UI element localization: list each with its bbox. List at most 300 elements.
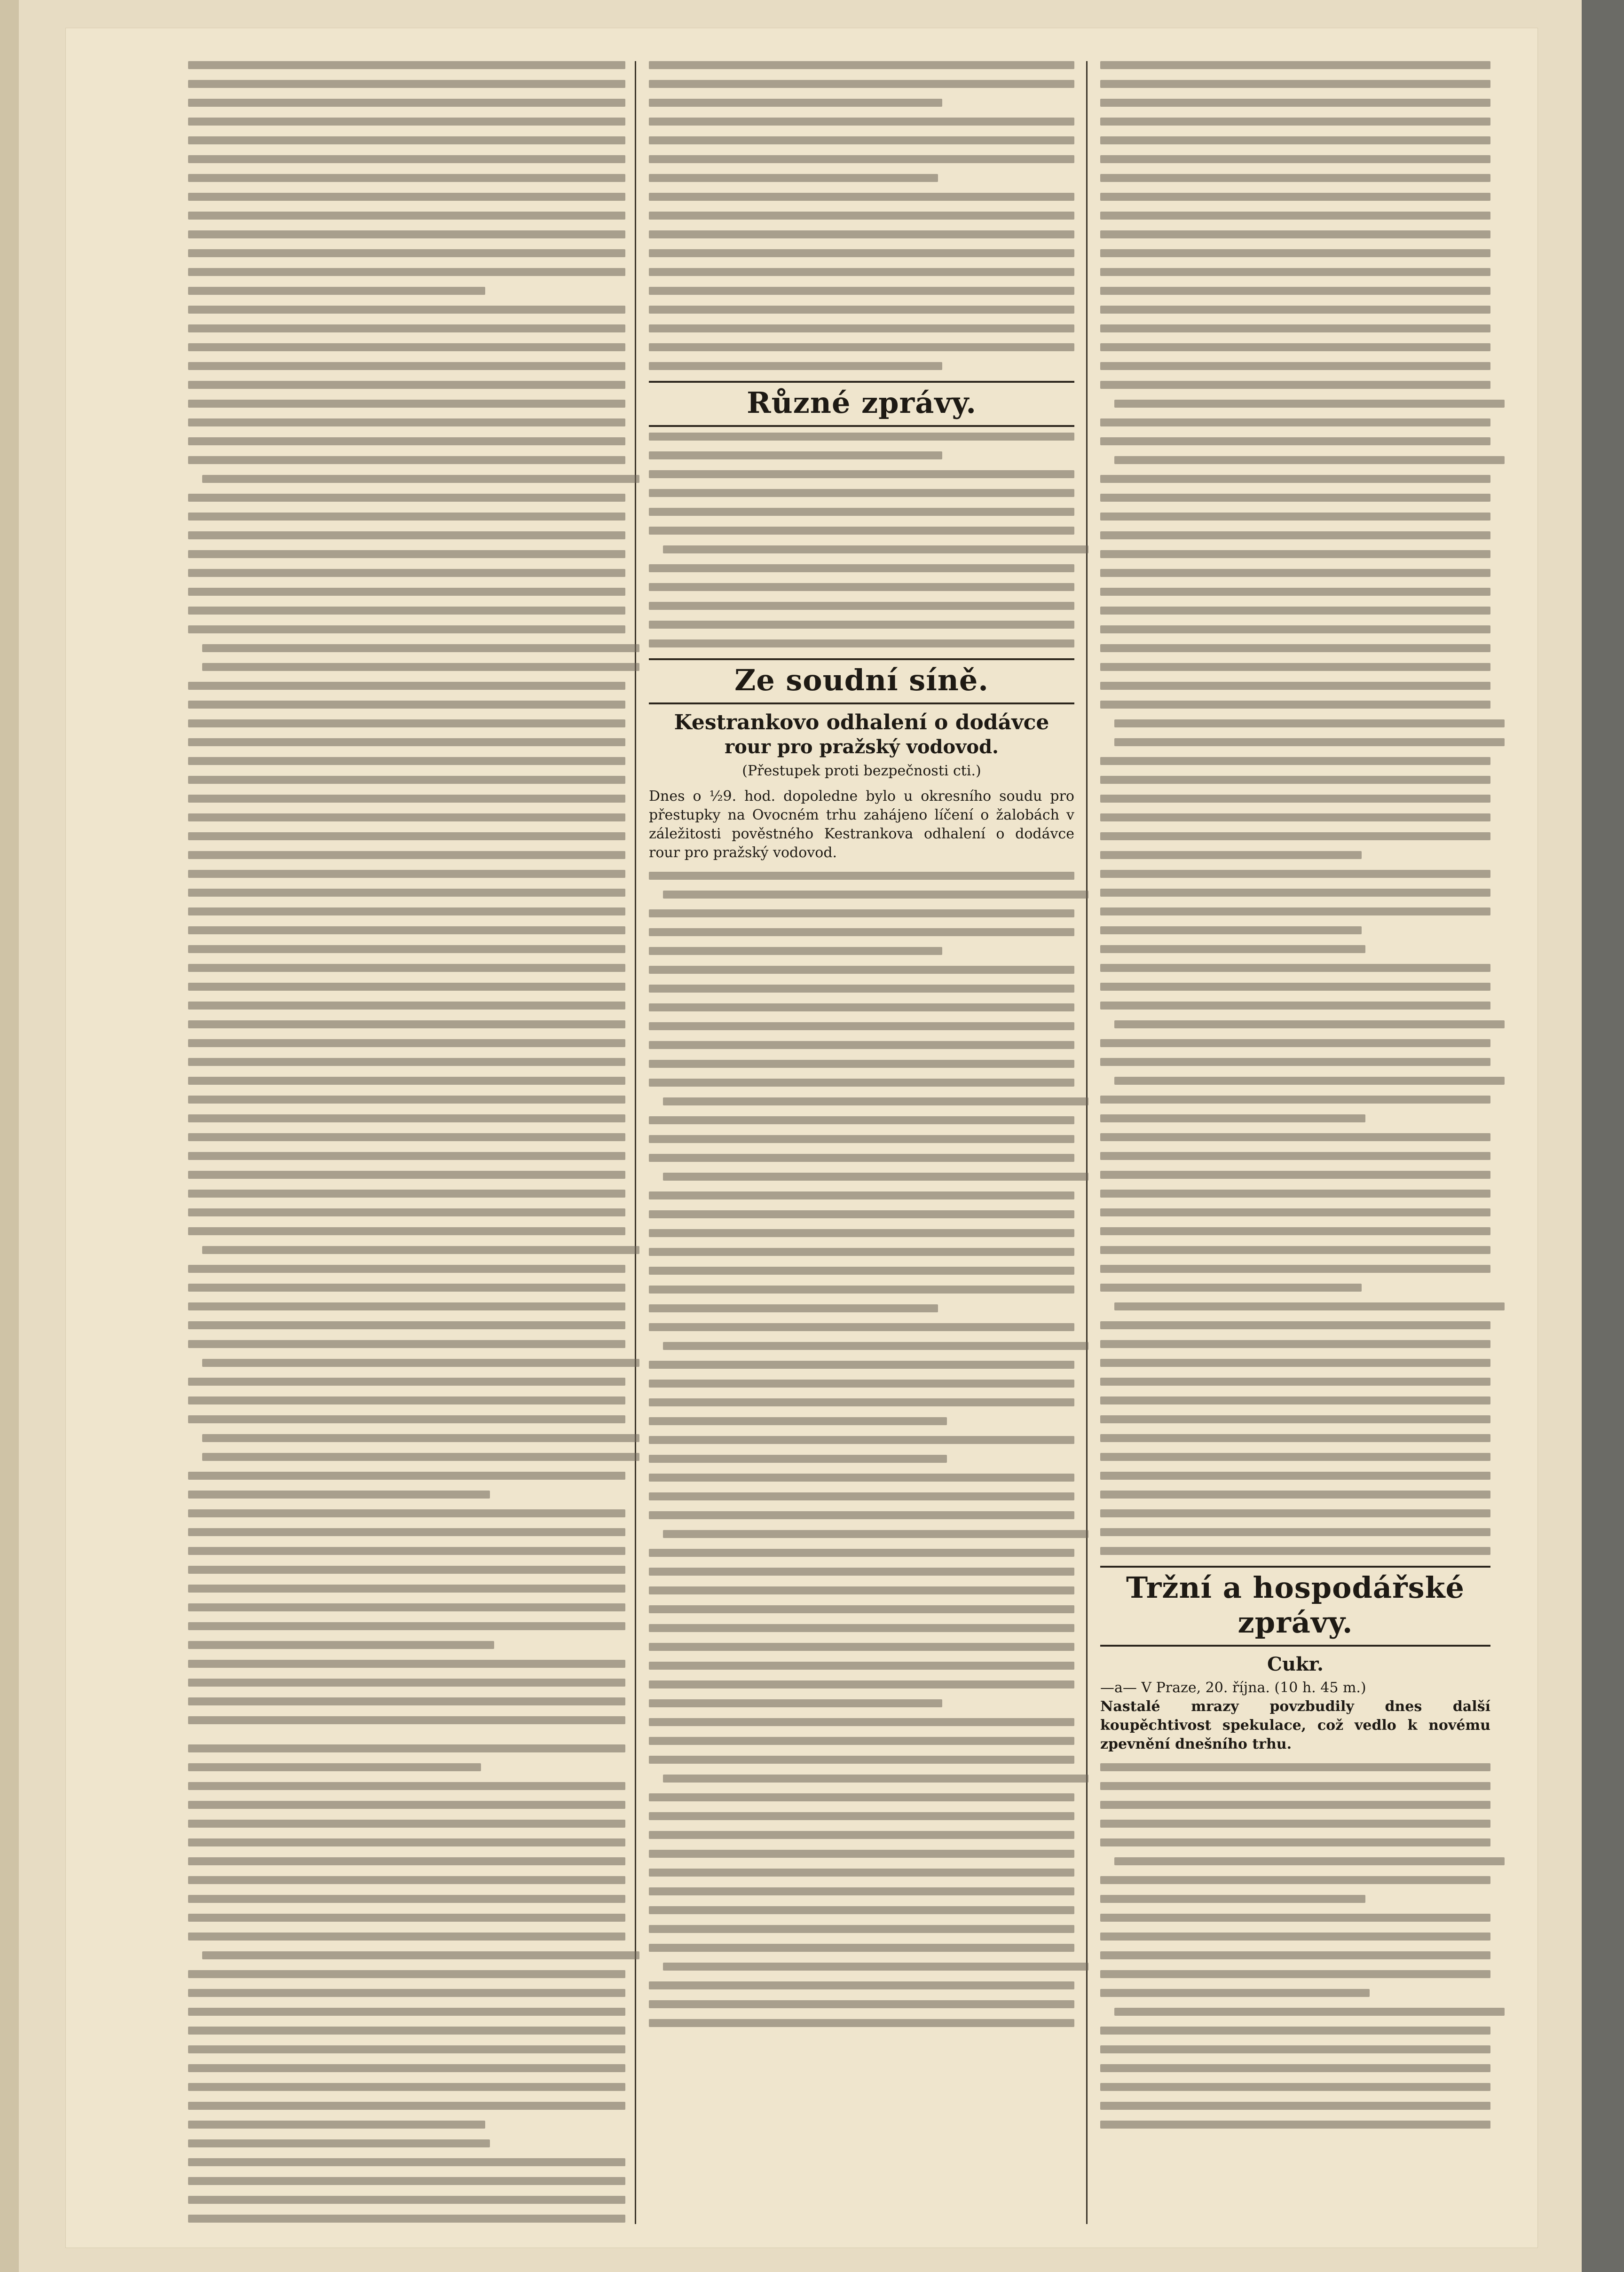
text-line [1114, 1857, 1505, 1865]
text-line [1100, 1190, 1490, 1198]
text-line [649, 136, 1074, 144]
text-line [1100, 983, 1490, 991]
text-line [202, 663, 639, 671]
text-line [1100, 2027, 1490, 2035]
text-line [663, 1342, 1088, 1350]
text-line [188, 2064, 625, 2072]
text-line [649, 909, 1074, 917]
text-line [649, 1286, 1074, 1294]
text-line [649, 1229, 1074, 1237]
text-line [1100, 776, 1490, 784]
text-line [1100, 1359, 1490, 1367]
text-line [188, 1914, 625, 1922]
text-line [188, 1744, 625, 1752]
text-line [649, 1699, 942, 1707]
text-line [188, 1528, 625, 1536]
text-line [1100, 249, 1490, 257]
text-line [1100, 437, 1490, 445]
text-line [1100, 1509, 1490, 1517]
text-line [649, 1831, 1074, 1839]
text-line [1100, 1895, 1365, 1903]
text-line [649, 1568, 1074, 1576]
scan-edge-left [0, 0, 19, 2272]
text-line [188, 174, 625, 182]
text-line [188, 1679, 625, 1687]
text-line [188, 851, 625, 859]
text-line [649, 1549, 1074, 1557]
text-line [1100, 1284, 1362, 1292]
text-line [1100, 1914, 1490, 1922]
text-line [188, 1491, 490, 1499]
text-line [663, 1173, 1088, 1181]
text-line [649, 1887, 1074, 1895]
text-line [649, 1474, 1074, 1482]
text-line [188, 2158, 625, 2166]
text-line [649, 343, 1074, 351]
text-line [188, 569, 625, 577]
text-line [649, 527, 1074, 535]
text-line [188, 1660, 625, 1668]
text-line [1100, 1378, 1490, 1386]
market-lead-bold: Nastalé mrazy povzbudily dnes další koupěchtivost spekulace, což vedlo k novému zpevnění dnešního trhu. [1100, 1698, 1490, 1752]
text-line [1100, 1265, 1490, 1273]
text-line [1100, 625, 1490, 633]
text-line [188, 1265, 625, 1273]
text-line [188, 1622, 625, 1630]
text-line [649, 1041, 1074, 1049]
text-line [649, 1380, 1074, 1388]
text-line [649, 1492, 1074, 1500]
text-line [1100, 1096, 1490, 1104]
text-line [1100, 907, 1490, 915]
text-line [188, 1472, 625, 1480]
column-rule [1086, 61, 1088, 2224]
text-line [649, 433, 1074, 441]
text-line [649, 470, 1074, 478]
text-line [649, 1925, 1074, 1933]
text-line [1100, 1133, 1490, 1141]
text-line [649, 1323, 1074, 1331]
text-line [188, 287, 485, 295]
text-line [1100, 80, 1490, 88]
text-line [663, 1775, 1088, 1783]
section-title: Různé zprávy. [649, 381, 1074, 427]
text-line [188, 212, 625, 220]
text-line [1100, 1227, 1490, 1235]
text-line [1100, 362, 1490, 370]
text-line [188, 1820, 625, 1828]
text-line [1100, 1801, 1490, 1809]
text-line [188, 400, 625, 408]
text-line [649, 362, 942, 370]
text-line [649, 1643, 1074, 1651]
text-line [663, 1963, 1088, 1971]
text-line [188, 1509, 625, 1517]
text-line [1114, 2008, 1505, 2016]
text-line [1100, 155, 1490, 163]
text-line [649, 985, 1074, 993]
text-line [1100, 61, 1490, 69]
text-line [1100, 870, 1490, 878]
text-line [649, 249, 1074, 257]
text-line [188, 1933, 625, 1941]
text-line [188, 1838, 625, 1846]
text-line [202, 475, 639, 483]
text-line [188, 193, 625, 201]
text-line [649, 1511, 1074, 1519]
text-line [188, 1547, 625, 1555]
text-line [649, 966, 1074, 974]
text-line [188, 926, 625, 934]
text-line [1100, 118, 1490, 126]
text-line [188, 1020, 625, 1028]
text-line [1100, 2083, 1490, 2091]
text-line [188, 964, 625, 972]
text-line [649, 1680, 1074, 1688]
text-line [1100, 494, 1490, 502]
text-line [188, 1208, 625, 1216]
text-line [649, 508, 1074, 516]
text-line [1100, 1321, 1490, 1329]
text-line [188, 2045, 625, 2053]
text-line [188, 2196, 625, 2204]
text-line [188, 1284, 625, 1292]
text-line [1100, 1152, 1490, 1160]
text-line [1100, 475, 1490, 483]
article-lead: Dnes o ½9. hod. dopoledne bylo u okresního soudu pro přestupky na Ovocném trhu zahájeno líčení o žalobách v záležitosti pověstného Kestrankova odhalení o dodávce rour pro pražský vodovod. [649, 788, 1074, 861]
text-line [649, 324, 1074, 332]
text-line [188, 2102, 625, 2110]
text-line [1114, 1302, 1505, 1310]
text-line [188, 2083, 625, 2091]
text-line [1100, 1340, 1490, 1348]
text-line [1100, 757, 1490, 765]
text-line [649, 1022, 1074, 1030]
text-line [1100, 701, 1490, 709]
text-line [188, 1763, 481, 1771]
text-line [188, 1415, 625, 1423]
text-line [1100, 569, 1490, 577]
text-line [188, 1002, 625, 1010]
text-line [663, 1530, 1088, 1538]
text-line [1100, 324, 1490, 332]
text-line [649, 1191, 1074, 1199]
column-2 [649, 61, 1074, 2038]
text-line [1100, 1114, 1365, 1122]
text-line [1100, 644, 1490, 652]
text-line [1100, 1415, 1490, 1423]
text-line [649, 230, 1074, 238]
text-line [1100, 1820, 1490, 1828]
text-line [1114, 400, 1505, 408]
text-lines [188, 1744, 625, 2223]
text-line [188, 531, 625, 539]
text-line [1100, 851, 1362, 859]
text-line [1100, 1171, 1490, 1179]
text-line [188, 2027, 625, 2035]
text-line [649, 1624, 1074, 1632]
text-line [1100, 663, 1490, 671]
text-lines [188, 61, 625, 1724]
text-line [649, 1060, 1074, 1068]
text-line [649, 1304, 938, 1312]
text-line [663, 545, 1088, 553]
text-line [1100, 418, 1490, 426]
text-line [1100, 136, 1490, 144]
text-line [649, 1455, 947, 1463]
text-line [1100, 1491, 1490, 1499]
text-line [649, 306, 1074, 314]
text-line [649, 1906, 1074, 1914]
text-line [1114, 738, 1505, 746]
court-section-title: Ze soudní síně. [649, 658, 1074, 704]
text-line [1100, 1933, 1490, 1941]
text-line [1100, 268, 1490, 276]
text-line [1100, 1208, 1490, 1216]
text-line [188, 306, 625, 314]
text-line [188, 907, 625, 915]
text-line [188, 701, 625, 709]
text-line [188, 832, 625, 840]
text-line [1100, 889, 1490, 897]
text-line [1114, 1020, 1505, 1028]
text-line [649, 2000, 1074, 2008]
text-lines [649, 872, 1074, 2027]
text-line [649, 1417, 947, 1425]
column-rule [635, 61, 636, 2224]
text-line [1100, 1472, 1490, 1480]
text-line [202, 1453, 639, 1461]
text-line [649, 80, 1074, 88]
text-line [649, 1756, 1074, 1764]
text-line [649, 602, 1074, 610]
column-1 [188, 61, 625, 2233]
text-line [188, 437, 625, 445]
text-line [1100, 1453, 1490, 1461]
text-line [188, 870, 625, 878]
text-line [1100, 832, 1490, 840]
text-line [188, 1190, 625, 1198]
text-line [188, 1133, 625, 1141]
text-line [188, 1566, 625, 1574]
text-line [649, 621, 1074, 629]
text-line [1100, 1058, 1490, 1066]
text-line [1100, 193, 1490, 201]
text-line [188, 343, 625, 351]
text-line [188, 1603, 625, 1611]
text-line [1100, 2121, 1490, 2129]
text-line [188, 1077, 625, 1085]
text-line [188, 2008, 625, 2016]
text-line [1100, 1989, 1370, 1997]
text-line [649, 287, 1074, 295]
text-line [649, 1267, 1074, 1275]
text-line [1100, 343, 1490, 351]
text-line [649, 1944, 1074, 1952]
text-line [188, 1876, 625, 1884]
text-line [188, 418, 625, 426]
text-line [188, 1989, 625, 1997]
text-line [1100, 2045, 1490, 2053]
text-line [649, 1398, 1074, 1406]
text-line [188, 2177, 625, 2185]
text-line [1100, 1246, 1490, 1254]
text-line [1100, 1876, 1490, 1884]
text-lines [649, 433, 1074, 647]
text-line [649, 564, 1074, 572]
text-line [649, 1981, 1074, 1989]
text-line [1100, 1039, 1490, 1047]
text-line [188, 1801, 625, 1809]
text-line [188, 983, 625, 991]
text-line [188, 513, 625, 521]
text-line [1100, 306, 1490, 314]
text-line [188, 682, 625, 690]
text-line [649, 1586, 1074, 1594]
text-line [188, 61, 625, 69]
text-line [663, 891, 1088, 899]
text-line [649, 61, 1074, 69]
text-line [188, 795, 625, 803]
text-line [1100, 926, 1362, 934]
text-line [188, 738, 625, 746]
text-line [1100, 588, 1490, 596]
text-line [188, 136, 625, 144]
text-line [1114, 1077, 1505, 1085]
text-line [188, 1782, 625, 1790]
text-line [188, 362, 625, 370]
text-line [649, 268, 1074, 276]
text-line [649, 1793, 1074, 1801]
text-line [649, 1850, 1074, 1858]
text-line [1100, 1951, 1490, 1959]
text-line [188, 1340, 625, 1348]
text-line [1100, 1396, 1490, 1404]
text-line [649, 212, 1074, 220]
text-line [188, 1171, 625, 1179]
text-line [188, 2139, 490, 2147]
text-line [188, 1895, 625, 1903]
text-line [188, 99, 625, 107]
text-line [663, 1097, 1088, 1105]
text-line [1100, 1528, 1490, 1536]
text-line [1114, 456, 1505, 464]
text-line [649, 639, 1074, 647]
text-line [1100, 1547, 1490, 1555]
text-line [649, 1003, 1074, 1011]
text-line [202, 1246, 639, 1254]
text-line [188, 1697, 625, 1705]
text-line [649, 947, 942, 955]
text-line [649, 1605, 1074, 1613]
text-line [1100, 99, 1490, 107]
text-line [649, 451, 942, 459]
text-line [1100, 513, 1490, 521]
text-line [188, 1302, 625, 1310]
scan-edge-right [1582, 0, 1624, 2272]
text-line [649, 1154, 1074, 1162]
text-line [649, 174, 938, 182]
text-line [188, 268, 625, 276]
text-line [649, 2019, 1074, 2027]
text-line [649, 1135, 1074, 1143]
market-lead: —a— V Praze, 20. října. (10 h. 45 m.) [1100, 1680, 1366, 1696]
text-line [649, 99, 942, 107]
market-section-title: Tržní a hospodářské zprávy. [1100, 1566, 1490, 1647]
text-line [188, 118, 625, 126]
text-line [1100, 607, 1490, 615]
text-line [649, 155, 1074, 163]
text-line [188, 1058, 625, 1066]
text-line [1100, 1434, 1490, 1442]
text-line [188, 1227, 625, 1235]
text-line [188, 155, 625, 163]
text-line [649, 583, 1074, 591]
text-line [188, 456, 625, 464]
text-line [188, 1716, 625, 1724]
text-line [188, 945, 625, 953]
text-line [188, 2121, 485, 2129]
text-line [188, 1585, 625, 1593]
text-line [1100, 531, 1490, 539]
text-line [188, 1857, 625, 1865]
text-lines [649, 61, 1074, 370]
text-line [188, 249, 625, 257]
text-line [188, 80, 625, 88]
text-line [1100, 1002, 1490, 1010]
text-line [649, 1869, 1074, 1877]
text-line [649, 1662, 1074, 1670]
text-line [1100, 381, 1490, 389]
text-line [649, 928, 1074, 936]
text-line [649, 118, 1074, 126]
text-line [188, 776, 625, 784]
text-line [202, 1434, 639, 1442]
text-line [188, 230, 625, 238]
text-line [1100, 2102, 1490, 2110]
text-line [649, 489, 1074, 497]
text-line [1100, 795, 1490, 803]
text-line [188, 324, 625, 332]
newspaper-page [66, 28, 1537, 2248]
text-line [649, 1116, 1074, 1124]
text-line [1100, 550, 1490, 558]
text-line [649, 1210, 1074, 1218]
text-line [188, 1970, 625, 1978]
text-line [1114, 719, 1505, 727]
text-line [188, 494, 625, 502]
article-title: Kestrankovo odhalení o dodávce [674, 710, 1049, 734]
text-line [1100, 1970, 1490, 1978]
text-line [188, 889, 625, 897]
text-line [1100, 945, 1365, 953]
text-line [188, 1096, 625, 1104]
text-line [649, 1248, 1074, 1256]
text-line [1100, 964, 1490, 972]
text-line [188, 1039, 625, 1047]
article-note: (Přestupek proti bezpečnosti cti.) [742, 763, 981, 779]
text-line [649, 1361, 1074, 1369]
text-line [188, 719, 625, 727]
text-line [188, 1114, 625, 1122]
text-line [188, 381, 625, 389]
text-line [202, 1951, 639, 1959]
text-line [649, 1812, 1074, 1820]
text-line [649, 1718, 1074, 1726]
sugar-subtitle: Cukr. [1267, 1653, 1324, 1675]
text-line [188, 607, 625, 615]
text-lines [1100, 61, 1490, 1555]
